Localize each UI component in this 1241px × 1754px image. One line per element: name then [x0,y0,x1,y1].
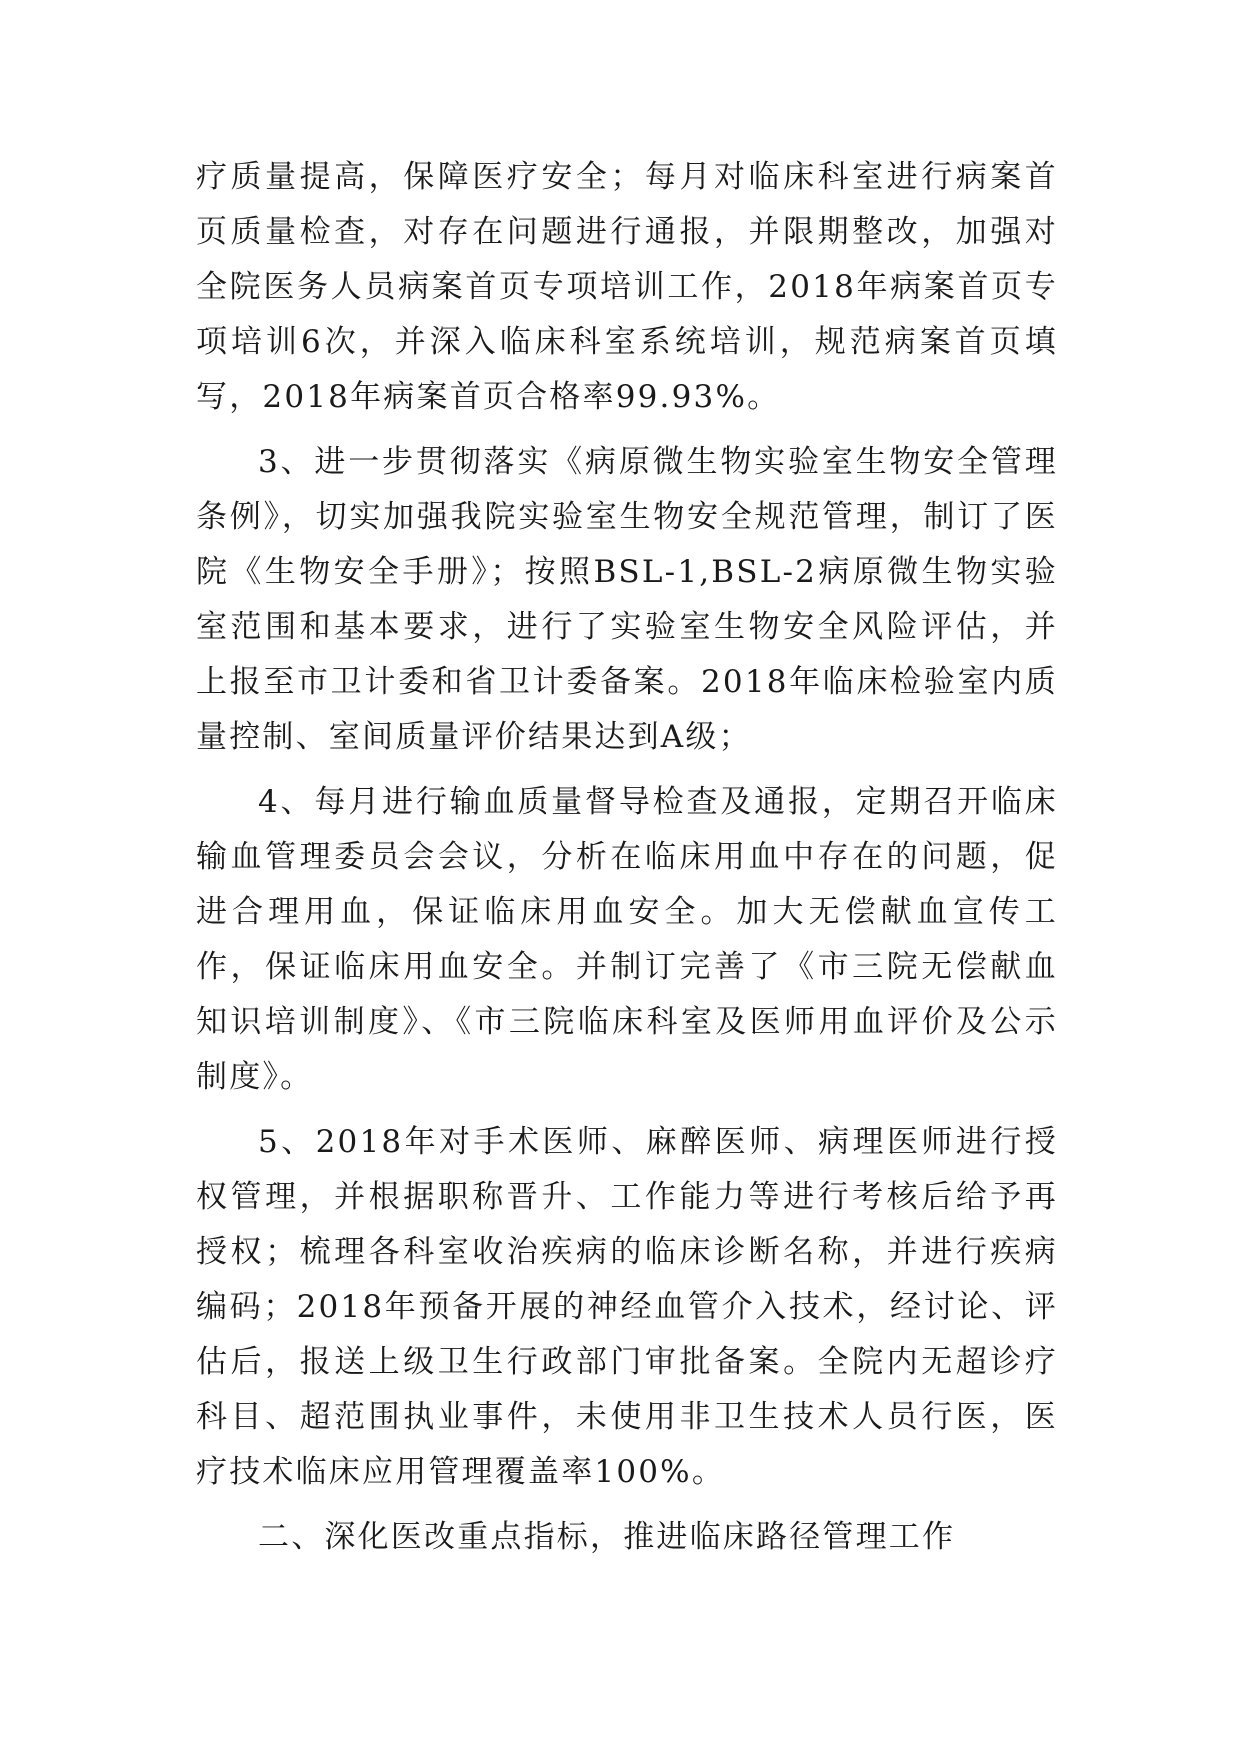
paragraph-continuation: 疗质量提高，保障医疗安全；每月对临床科室进行病案首页质量检查，对存在问题进行通报，并限期整改，加强对全院医务人员病案首页专项培训工作，2018年病案首页专项培训6次，并深入临床科室系统培训，规范病案首页填写，2018年病案首页合格率99.93%。 [196,159,1058,415]
paragraph-item-4: 4、每月进行输血质量督导检查及通报，定期召开临床输血管理委员会会议，分析在临床用血中存在的问题，促进合理用血，保证临床用血安全。加大无偿献血宣传工作，保证临床用血安全。并制订完善了《市三院无偿献血知识培训制度》、《市三院临床科室及医师用血评价及公示制度》。 [196,784,1058,1095]
paragraph-item-5: 5、2018年对手术医师、麻醉医师、病理医师进行授权管理，并根据职称晋升、工作能力等进行考核后给予再授权；梳理各科室收治疾病的临床诊断名称，并进行疾病编码；2018年预备开展的神经血管介入技术，经讨论、评估后，报送上级卫生行政部门审批备案。全院内无超诊疗科目、超范围执业事件，未使用非卫生技术人员行医，医疗技术临床应用管理覆盖率100%。 [196,1124,1058,1490]
document-body [196,150,1058,1575]
section-heading-2: 二、深化医改重点指标，推进临床路径管理工作 [258,1519,956,1555]
paragraph-item-3: 3、进一步贯彻落实《病原微生物实验室生物安全管理条例》，切实加强我院实验室生物安全规范管理，制订了医院《生物安全手册》；按照BSL-1,BSL-2病原微生物实验室范围和基本要求，进行了实验室生物安全风险评估，并上报至市卫计委和省卫计委备案。2018年临床检验室内质量控制、室间质量评价结果达到A级； [196,444,1058,755]
